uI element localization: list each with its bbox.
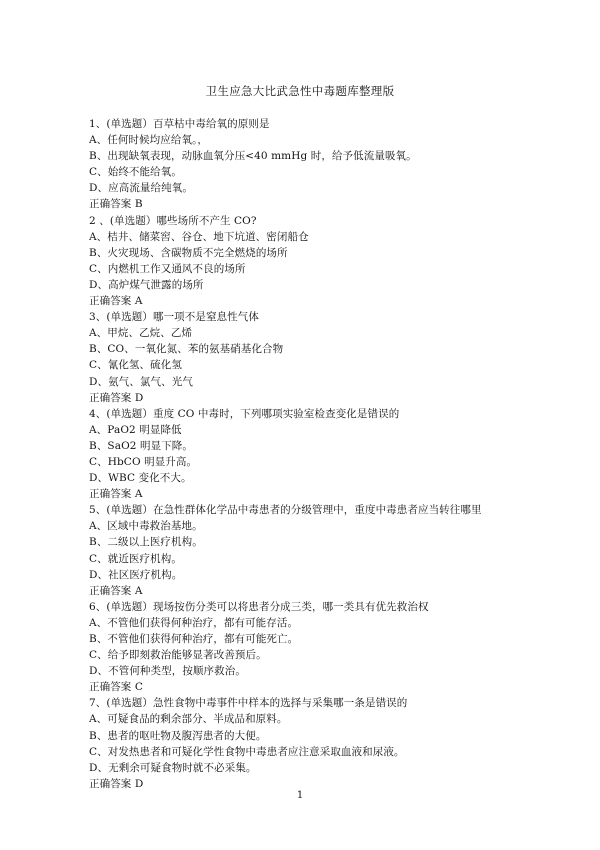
option-b: B、SaO2 明显下降。 [89,439,193,452]
question-stem: 7、(单选题）急性食物中毒事件中样本的选择与采集哪一条是错误的 [89,697,408,710]
option-c: C、始终不能给氧。 [89,166,182,179]
correct-answer: 正确答案 B [89,198,143,211]
option-b: B、患者的呕吐物及腹泻患者的大便。 [89,729,267,742]
correct-answer: 正确答案 A [89,295,143,308]
option-c: C、HbCO 明显升高。 [89,455,198,468]
option-c: C、就近医疗机构。 [89,552,182,565]
page-title: 卫生应急大比武急性中毒题库整理版 [205,84,395,98]
correct-answer: 正确答案 A [89,584,143,597]
question-stem: 6、(单选题）现场按伤分类可以将患者分成三类，哪一类具有优先救治权 [89,600,429,613]
option-d: D、社区医疗机构。 [89,568,183,581]
option-b: B、CO、一氧化氮、苯的氨基硝基化合物 [89,343,284,356]
option-b: B、火灾现场、含碳物质不完全燃烧的场所 [89,246,288,259]
option-c: C、内燃机工作又通风不良的场所 [89,262,246,275]
option-b: B、二级以上医疗机构。 [89,536,203,549]
option-d: D、氨气、氯气、光气 [89,375,193,388]
option-a: A、可疑食品的剩余部分、半成品和原料。 [89,713,288,726]
option-c: C、氰化氢、硫化氢 [89,359,182,372]
page-number: 1 [296,790,304,801]
option-c: C、给予即刻救治能够显著改善预后。 [89,649,267,662]
correct-answer: 正确答案 C [89,681,143,694]
option-d: D、高炉煤气泄露的场所 [89,278,204,291]
option-b: B、不管他们获得何种治疗，都有可能死亡。 [89,633,299,645]
option-a: A、PaO2 明显降低 [89,423,182,436]
option-b: B、出现缺氧表现，动脉血氧分压<40 mmHg 时，给予低流量吸氧。 [89,150,417,163]
option-d: D、应高流量给纯氧。 [89,182,193,195]
question-list [89,116,529,792]
option-a: A、任何时候均应给氧。， [89,134,209,147]
option-a: A、甲烷、乙烷、乙烯 [89,327,193,340]
correct-answer: 正确答案 D [89,391,144,404]
correct-answer: 正确答案 D [89,777,144,790]
question-stem: 1、(单选题）百草枯中毒给氧的原则是 [89,118,270,130]
option-a: A、区域中毒救治基地。 [89,520,203,533]
option-d: D、无剩余可疑食物时就不必采集。 [89,761,257,774]
option-d: D、不管何种类型，按顺序救治。 [89,665,246,678]
question-stem: 4、(单选题）重度 CO 中毒时，下列哪项实验室检查变化是错误的 [89,407,400,420]
option-c: C、对发热患者和可疑化学性食物中毒患者应注意采取血液和尿液。 [89,745,405,758]
question-stem: 5、(单选题）在急性群体化学品中毒患者的分级管理中，重度中毒患者应当转往哪里 [89,504,482,517]
option-a: A、桔井、储菜窖、谷仓、地下坑道、密闭船仓 [89,230,309,243]
question-stem: 3、(单选题）哪一项不是窒息性气体 [89,311,259,324]
correct-answer: 正确答案 A [89,488,143,501]
option-d: D、WBC 变化不大。 [89,472,192,485]
option-a: A、不管他们获得何种治疗，都有可能存活。 [89,616,299,629]
question-stem: 2 、(单选题）哪些场所不产生 CO? [89,214,257,227]
